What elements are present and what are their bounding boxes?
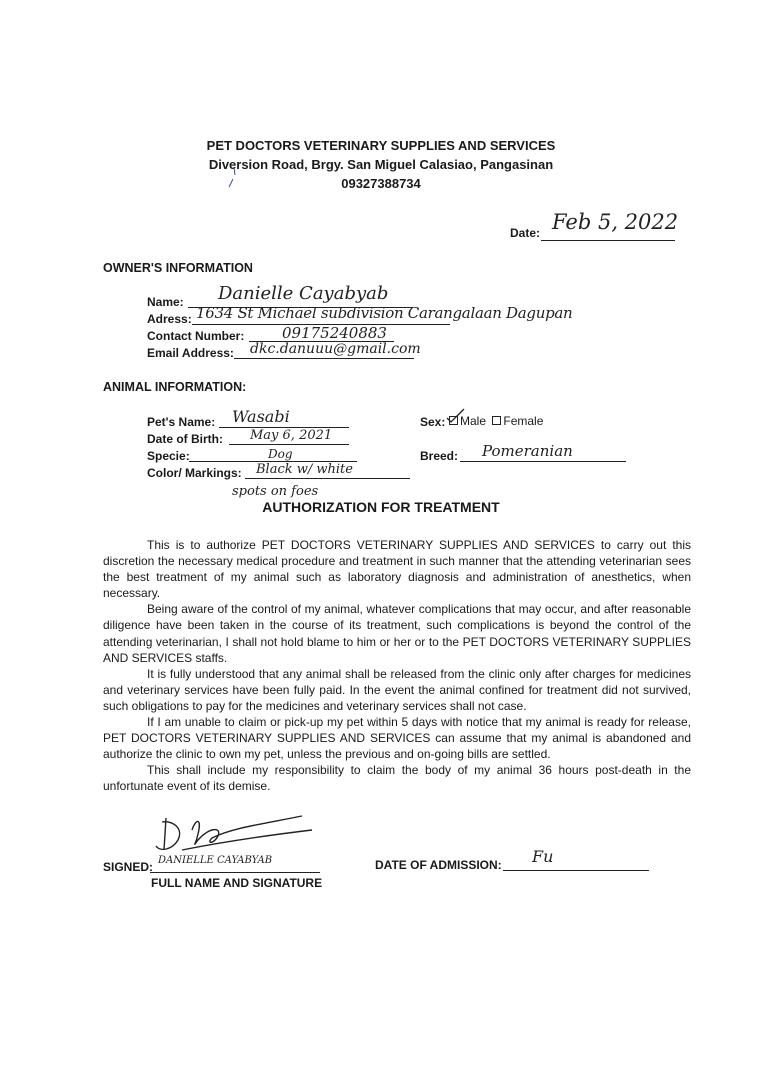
dob-line: [229, 444, 349, 445]
signed-line: [150, 872, 320, 873]
paragraph-5: This shall include my responsibility to claim the body of my animal 36 hours post-death in the unfortunate event of its demise.: [103, 763, 691, 794]
signature-caption: FULL NAME AND SIGNATURE: [151, 876, 323, 890]
company-phone: 09327388734: [341, 176, 421, 191]
address-label: Adress:: [147, 312, 192, 326]
company-address: Diversion Road, Brgy. San Miguel Calasiao, Pangasinan: [208, 157, 554, 172]
pet-name-value: Wasabi: [232, 407, 290, 426]
specie-value: Dog: [268, 447, 293, 461]
contact-value: 09175240883: [282, 324, 387, 342]
paragraph-3: It is fully understood that any animal shall be released from the clinic only after charges for medicines and veterinary services have been fully paid. In the event the animal confined for treatment did not survived, such obligations to pay for the medicines and veterinary services shall not case.: [103, 666, 691, 713]
date-line: [541, 240, 675, 241]
color-label: Color/ Markings:: [147, 466, 242, 480]
female-option-label: Female: [503, 414, 544, 428]
color-line: [245, 478, 410, 479]
date-label: Date:: [510, 226, 541, 240]
email-value: dkc.danuuu@gmail.com: [250, 341, 421, 357]
contact-label: Contact Number:: [147, 329, 245, 343]
paragraph-2: Being aware of the control of my animal, whatever complications that may occur, and after reasonable diligence have been taken in the course of its treatment, such complications is beyond the control of the attending veterinarian, I shall not hold blame to him or her or to the PET DOCTORS VETERINARY SUPPLIES AND SERVICES staffs.: [103, 602, 691, 665]
pet-name-label: Pet's Name:: [147, 415, 216, 429]
female-checkbox[interactable]: [492, 416, 501, 425]
color-value: Black w/ white: [256, 462, 353, 477]
dob-value: May 6, 2021: [250, 428, 333, 443]
male-option-label: Male: [460, 414, 487, 428]
name-label: Name:: [147, 295, 184, 309]
admission-value: Fu: [532, 847, 554, 866]
breed-line: [460, 461, 626, 462]
sex-label: Sex:: [420, 415, 446, 429]
owner-heading: OWNER'S INFORMATION: [103, 261, 253, 275]
paragraph-1: This is to authorize PET DOCTORS VETERINARY SUPPLIES AND SERVICES to carry out this discretion the necessary medical procedure and treatment in such manner that the attending veterinarian sees the best treatment of my animal such as laboratory diagnosis and administration of anesthetics, when necessary.: [103, 538, 691, 601]
admission-line: [503, 870, 649, 871]
signed-label: SIGNED:: [103, 860, 154, 874]
company-name: PET DOCTORS VETERINARY SUPPLIES AND SERVICES: [206, 138, 556, 153]
paragraph-4: If I am unable to claim or pick-up my pet within 5 days with notice that my animal is ready for release, PET DOCTORS VETERINARY SUPPLIES AND SERVICES can assume that my animal is abandoned and authorize the clinic to own my pet, unless the previous and on-going bills are settled.: [103, 715, 691, 762]
male-check-mark-icon: [444, 407, 466, 425]
breed-value: Pomeranian: [482, 442, 573, 460]
color-value-2: spots on foes: [232, 484, 319, 499]
address-value: 1634 St Michael subdivision Carangalaan Dagupan: [196, 304, 573, 322]
pen-mark: [226, 165, 238, 189]
authorization-title: AUTHORIZATION FOR TREATMENT: [262, 499, 500, 515]
authorization-body: [103, 537, 691, 795]
breed-label: Breed:: [420, 449, 459, 463]
animal-heading: ANIMAL INFORMATION:: [103, 380, 247, 394]
name-value: Danielle Cayabyab: [218, 283, 389, 304]
signed-name: DANIELLE CAYABYAB: [158, 855, 273, 866]
email-line: [234, 358, 414, 359]
admission-label: DATE OF ADMISSION:: [375, 858, 502, 872]
date-value: Feb 5, 2022: [552, 210, 679, 234]
email-label: Email Address:: [147, 346, 234, 360]
specie-label: Specie:: [147, 449, 190, 463]
dob-label: Date of Birth:: [147, 432, 223, 446]
